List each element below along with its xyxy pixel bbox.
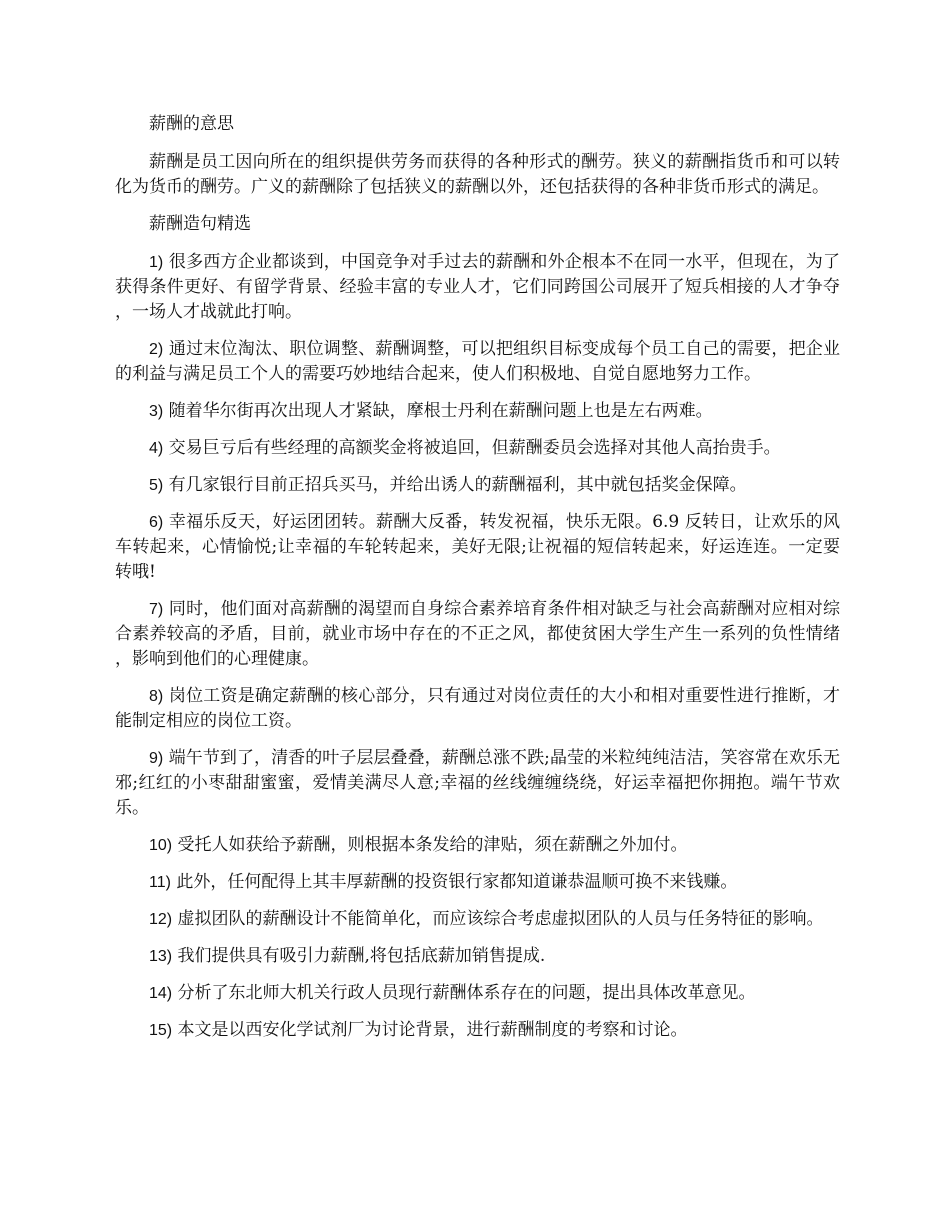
sentence-text: 很多西方企业都谈到，中国竞争对手过去的薪酬和外企根本不在同一水平，但现在，为了获得条件更好、有留学背景、经验丰富的专业人才，它们同跨国公司展开了短兵相接的人才争夺，一场人才战就此打响。 xyxy=(115,252,840,322)
sentence-number: 3) xyxy=(149,403,164,420)
sentence-number: 6) xyxy=(149,514,164,531)
sentence-item xyxy=(115,684,840,734)
sentence-item xyxy=(115,907,840,932)
sentence-number: 8) xyxy=(149,688,164,705)
section-title: 薪酬造句精选 xyxy=(149,214,251,234)
sentence-text: 幸福乐反天，好运团团转。薪酬大反番，转发祝福，快乐无限。6.9 反转日，让欢乐的风车转起来，心情愉悦;让幸福的车轮转起来，美好无限;让祝福的短信转起来，好运连连。一定要转哦! xyxy=(115,512,840,582)
sentence-item xyxy=(115,250,840,325)
sentence-item xyxy=(115,746,840,821)
sentence-item xyxy=(115,833,840,858)
sentence-item xyxy=(115,337,840,387)
sentence-item xyxy=(115,944,840,969)
sentence-text: 本文是以西安化学试剂厂为讨论背景，进行薪酬制度的考察和讨论。 xyxy=(172,1020,688,1040)
sentence-number: 15) xyxy=(149,1022,173,1039)
sentence-item xyxy=(115,981,840,1006)
sentence-text: 分析了东北师大机关行政人员现行薪酬体系存在的问题，提出具体改革意见。 xyxy=(172,983,756,1003)
sentence-number: 7) xyxy=(149,601,164,618)
sentence-number: 14) xyxy=(149,985,173,1002)
sentence-number: 4) xyxy=(149,440,164,457)
sentence-text: 交易巨亏后有些经理的高额奖金将被追回，但薪酬委员会选择对其他人高抬贵手。 xyxy=(163,438,781,458)
document-title: 薪酬的意思 xyxy=(149,114,234,134)
sentence-text: 我们提供具有吸引力薪酬,将包括底薪加销售提成. xyxy=(172,946,546,966)
sentence-item xyxy=(115,510,840,585)
sentence-number: 2) xyxy=(149,341,164,358)
document-body xyxy=(115,112,840,1055)
sentence-item xyxy=(115,436,840,461)
sentence-number: 11) xyxy=(149,874,171,891)
sentence-text: 受托人如获给予薪酬，则根据本条发给的津贴，须在薪酬之外加付。 xyxy=(172,835,688,855)
definition-paragraph: 薪酬是员工因向所在的组织提供劳务而获得的各种形式的酬劳。狭义的薪酬指货币和可以转化为货币的酬劳。广义的薪酬除了包括狭义的薪酬以外，还包括获得的各种非货币形式的满足。 xyxy=(115,152,840,197)
sentence-number: 9) xyxy=(149,750,164,767)
sentence-number: 5) xyxy=(149,477,164,494)
sentence-item xyxy=(115,597,840,672)
sentence-text: 有几家银行目前正招兵买马，并给出诱人的薪酬福利，其中就包括奖金保障。 xyxy=(163,475,747,495)
sentence-item xyxy=(115,473,840,498)
sentence-text: 随着华尔街再次出现人才紧缺，摩根士丹利在薪酬问题上也是左右两难。 xyxy=(163,401,713,421)
sentence-item xyxy=(115,1018,840,1043)
sentence-text: 同时，他们面对高薪酬的渴望而自身综合素养培育条件相对缺乏与社会高薪酬对应相对综合素养较高的矛盾，目前，就业市场中存在的不正之风，都使贫困大学生产生一系列的负性情绪，影响到他们的心理健康。 xyxy=(115,599,840,669)
sentence-text: 通过末位淘汰、职位调整、薪酬调整，可以把组织目标变成每个员工自己的需要，把企业的利益与满足员工个人的需要巧妙地结合起来，使人们积极地、自觉自愿地努力工作。 xyxy=(115,339,840,384)
sentence-item xyxy=(115,870,840,895)
sentence-text: 虚拟团队的薪酬设计不能简单化，而应该综合考虑虚拟团队的人员与任务特征的影响。 xyxy=(172,909,824,929)
sentence-number: 1) xyxy=(149,254,164,271)
sentence-number: 12) xyxy=(149,911,173,928)
sentence-number: 10) xyxy=(149,837,173,854)
sentence-text: 端午节到了，清香的叶子层层叠叠，薪酬总涨不跌;晶莹的米粒纯纯洁洁，笑容常在欢乐无邪;红红的小枣甜甜蜜蜜，爱情美满尽人意;幸福的丝线缠缠绕绕，好运幸福把你拥抱。端午节欢乐。 xyxy=(115,748,840,818)
sentence-text: 此外，任何配得上其丰厚薪酬的投资银行家都知道谦恭温顺可换不来钱赚。 xyxy=(170,872,738,892)
sentence-number: 13) xyxy=(149,948,173,965)
sentence-item xyxy=(115,399,840,424)
sentence-text: 岗位工资是确定薪酬的核心部分，只有通过对岗位责任的大小和相对重要性进行推断，才能制定相应的岗位工资。 xyxy=(115,686,840,731)
